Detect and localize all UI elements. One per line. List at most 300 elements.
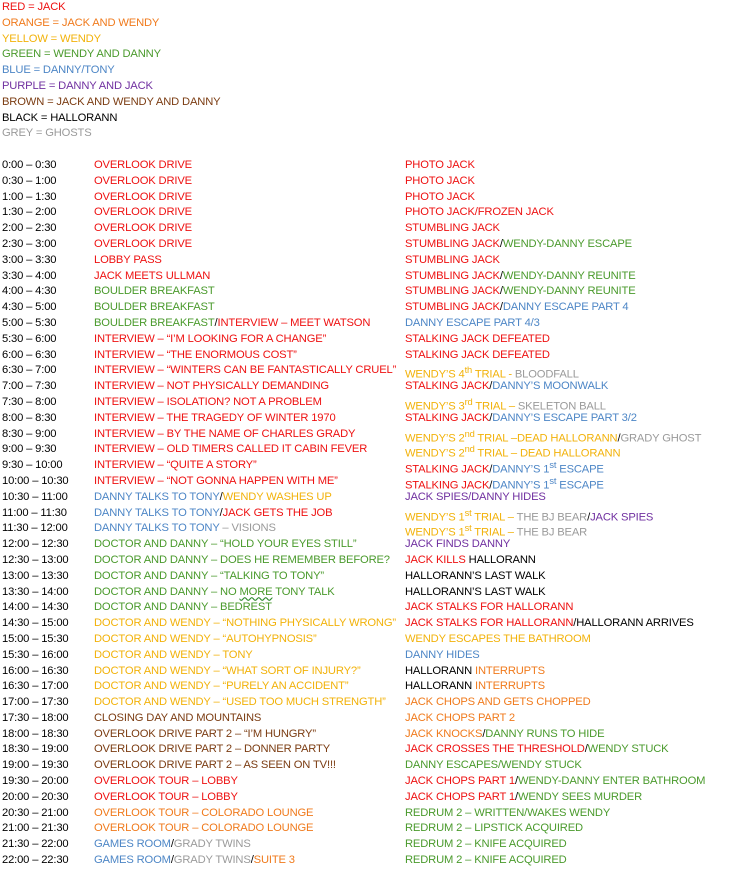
text-segment: / — [499, 285, 503, 298]
text-segment: DOCTOR AND DANNY – “HOLD YOUR EYES STILL” — [94, 538, 357, 551]
scene-secondary — [405, 411, 637, 427]
scene-primary — [94, 490, 332, 506]
time-range: 0:00 – 0:30 — [2, 159, 57, 171]
scene-primary — [94, 458, 257, 474]
scene-primary — [94, 695, 386, 711]
text-segment: OVERLOOK DRIVE — [94, 159, 192, 171]
schedule-row — [0, 711, 750, 727]
text-segment: STUMBLING JACK — [405, 222, 500, 235]
time-range: 17:30 – 18:00 — [2, 711, 69, 724]
text-segment: THE BJ BEAR — [516, 527, 588, 540]
text-segment: REDRUM 2 – KNIFE ACQUIRED — [405, 838, 567, 851]
text-segment: STUMBLING JACK — [405, 269, 500, 282]
text-segment: INTERVIEW – “NOT GONNA HAPPEN WITH ME” — [94, 474, 338, 487]
timeline-table — [0, 158, 750, 869]
time-range: 21:00 – 21:30 — [2, 822, 69, 835]
text-segment: THE BJ BEAR — [516, 511, 588, 524]
text-segment: REDRUM 2 – WRITTEN/WAKES WENDY — [405, 806, 611, 819]
schedule-row — [0, 727, 750, 743]
text-segment: TRIAL – — [471, 511, 517, 524]
text-segment: INTERVIEW – “I’M LOOKING FOR A CHANGE” — [94, 332, 327, 345]
text-segment: / — [482, 727, 486, 740]
scene-secondary — [405, 237, 632, 253]
time-range: 18:30 – 19:00 — [2, 743, 69, 756]
text-segment: DOCTOR AND DANNY – “TALKING TO TONY” — [94, 569, 324, 582]
scene-primary — [94, 790, 238, 806]
schedule-row — [0, 616, 750, 632]
scene-primary — [94, 837, 251, 853]
time-range: 2:00 – 2:30 — [2, 222, 57, 235]
text-segment: JACK CHOPS PART 2 — [405, 711, 515, 724]
text-segment: / — [489, 463, 493, 476]
text-segment: DOCTOR AND DANNY – BEDREST — [94, 601, 272, 614]
text-segment: JACK CHOPS AND GETS CHOPPED — [405, 696, 591, 709]
text-segment: JACK KILLS — [405, 553, 469, 566]
text-segment: / — [584, 743, 588, 756]
text-segment: PHOTO JACK — [405, 190, 475, 203]
text-segment: WENDY’S 2 — [405, 448, 465, 461]
schedule-row — [0, 774, 750, 790]
text-segment: / — [489, 411, 493, 424]
scene-secondary — [405, 742, 669, 758]
time-range: 1:30 – 2:00 — [2, 206, 57, 219]
text-segment: HALLORANN’S LAST WALK — [405, 569, 546, 582]
text-segment: JACK STALKS FOR HALLORANN — [405, 617, 574, 630]
legend-entry: PURPLE = DANNY AND JACK — [2, 79, 153, 92]
text-segment: OVERLOOK DRIVE — [94, 190, 192, 203]
scene-secondary — [405, 727, 604, 743]
schedule-row — [0, 821, 750, 837]
time-range: 4:00 – 4:30 — [2, 285, 57, 298]
schedule-row — [0, 758, 750, 774]
scene-secondary — [405, 774, 705, 790]
legend-entry: GREEN = WENDY AND DANNY — [2, 48, 161, 61]
text-segment: OVERLOOK TOUR – COLORADO LOUNGE — [94, 822, 314, 835]
text-segment: INTERVIEW – BY THE NAME OF CHARLES GRADY — [94, 427, 356, 440]
scene-primary — [94, 553, 390, 569]
schedule-row — [0, 648, 750, 664]
schedule-row — [0, 790, 750, 806]
text-segment: CLOSING DAY AND MOUNTAINS — [94, 711, 262, 724]
scene-primary — [94, 664, 361, 680]
schedule-row — [0, 158, 750, 174]
text-segment: OVERLOOK DRIVE — [94, 174, 192, 187]
text-segment: DOCTOR AND DANNY – NO — [94, 585, 240, 598]
text-segment: TRIAL - — [472, 369, 515, 382]
text-segment: SKELETON BALL — [517, 400, 606, 413]
scene-primary — [94, 269, 210, 285]
text-segment: DOCTOR AND WENDY – “PURELY AN ACCIDENT” — [94, 680, 349, 693]
time-range: 15:30 – 16:00 — [2, 648, 69, 661]
legend-entry: RED = JACK — [2, 1, 66, 13]
scene-secondary — [405, 679, 545, 695]
scene-primary — [94, 316, 370, 332]
scene-primary — [94, 442, 367, 458]
time-range: 20:30 – 21:00 — [2, 806, 69, 819]
time-range: 16:00 – 16:30 — [2, 664, 69, 677]
text-segment: PHOTO JACK — [405, 159, 475, 171]
text-segment: / — [489, 380, 493, 393]
text-segment: INTERRUPTS — [475, 664, 545, 677]
text-segment: nd — [464, 444, 475, 455]
scene-primary — [94, 727, 316, 743]
text-segment: REDRUM 2 – LIPSTICK ACQUIRED — [405, 822, 583, 835]
scene-primary — [94, 758, 336, 774]
text-segment: DANNY TALKS TO TONY — [94, 490, 220, 503]
schedule-row — [0, 569, 750, 585]
text-segment: JACK CHOPS PART 1 — [405, 790, 515, 803]
time-range: 22:00 – 22:30 — [2, 854, 69, 867]
scene-secondary — [405, 600, 573, 616]
text-segment: / — [499, 269, 503, 282]
time-range: 16:30 – 17:00 — [2, 680, 69, 693]
text-segment: OVERLOOK TOUR – LOBBY — [94, 775, 238, 788]
time-range: 8:30 – 9:00 — [2, 427, 57, 440]
text-segment: INTERVIEW – MEET WATSON — [217, 316, 371, 329]
text-segment: OVERLOOK DRIVE — [94, 237, 192, 250]
scene-primary — [94, 395, 322, 411]
time-range: 11:00 – 11:30 — [2, 506, 67, 519]
text-segment: / — [499, 301, 503, 314]
time-range: 7:00 – 7:30 — [2, 380, 57, 393]
text-segment: OVERLOOK TOUR – LOBBY — [94, 790, 238, 803]
scene-secondary — [405, 537, 510, 553]
text-segment: DANNY ESCAPE PART 4 — [502, 301, 629, 314]
scene-primary — [94, 742, 330, 758]
time-range: 9:00 – 9:30 — [2, 443, 57, 456]
scene-secondary — [405, 821, 583, 837]
text-segment: JACK GETS THE JOB — [222, 506, 333, 519]
color-legend — [2, 0, 220, 142]
text-segment: / — [514, 790, 518, 803]
text-segment: / — [214, 316, 218, 329]
text-segment: st — [549, 475, 557, 486]
text-segment: DANNY’S 1 — [492, 463, 550, 476]
scene-primary — [94, 253, 162, 269]
text-segment: OVERLOOK DRIVE PART 2 – “I’M HUNGRY” — [94, 727, 316, 740]
text-segment: / — [250, 854, 254, 867]
scene-secondary — [405, 664, 545, 680]
time-range: 1:00 – 1:30 — [2, 190, 57, 203]
time-range: 5:30 – 6:00 — [2, 332, 57, 345]
scene-primary — [94, 348, 297, 364]
text-segment: DOCTOR AND WENDY – TONY — [94, 648, 253, 661]
schedule-row — [0, 853, 750, 869]
scene-secondary — [405, 853, 567, 869]
text-segment: DANNY TALKS TO TONY — [94, 506, 220, 519]
time-range: 6:30 – 7:00 — [2, 364, 57, 377]
text-segment: JACK CHOPS PART 1 — [405, 775, 515, 788]
schedule-row — [0, 221, 750, 237]
text-segment: OVERLOOK DRIVE — [94, 222, 192, 235]
schedule-row — [0, 506, 750, 522]
text-segment: BOULDER BREAKFAST — [94, 301, 215, 314]
scene-secondary — [405, 158, 475, 174]
schedule-row — [0, 521, 750, 540]
time-range: 14:00 – 14:30 — [2, 601, 69, 614]
scene-secondary — [405, 490, 546, 506]
text-segment: STALKING JACK DEFEATED — [405, 332, 550, 345]
scene-secondary — [405, 616, 694, 632]
text-segment: MORE — [239, 585, 273, 598]
schedule-row — [0, 379, 750, 395]
schedule-row — [0, 300, 750, 316]
schedule-row — [0, 332, 750, 348]
text-segment: / — [514, 775, 518, 788]
text-segment: TRIAL – — [471, 527, 517, 540]
text-segment: BLOODFALL — [514, 369, 579, 382]
schedule-row — [0, 537, 750, 553]
text-segment: STALKING JACK — [405, 411, 490, 424]
legend-entry: ORANGE = JACK AND WENDY — [2, 16, 160, 29]
schedule-row — [0, 395, 750, 411]
schedule-row — [0, 806, 750, 822]
scene-primary — [94, 853, 295, 869]
text-segment: SUITE 3 — [253, 854, 295, 867]
time-range: 13:30 – 14:00 — [2, 585, 69, 598]
text-segment: STUMBLING JACK — [405, 237, 500, 250]
text-segment: STALKING JACK — [405, 463, 490, 476]
scene-primary — [94, 632, 317, 648]
text-segment: STALKING JACK DEFEATED — [405, 348, 550, 361]
text-segment: WENDY STUCK — [587, 743, 669, 756]
legend-entry: BLUE = DANNY/TONY — [2, 64, 115, 77]
text-segment: / — [499, 237, 503, 250]
scene-secondary — [405, 348, 550, 364]
scene-primary — [94, 221, 192, 237]
text-segment: STALKING JACK — [405, 380, 490, 393]
text-segment: /HALLORANN ARRIVES — [573, 617, 694, 630]
schedule-row — [0, 269, 750, 285]
text-segment: / — [219, 506, 223, 519]
time-range: 6:00 – 6:30 — [2, 348, 57, 361]
time-range: 5:00 – 5:30 — [2, 316, 57, 329]
text-segment: DANNY’S MOONWALK — [492, 380, 609, 393]
scene-secondary — [405, 632, 591, 648]
text-segment: JACK MEETS ULLMAN — [94, 269, 211, 282]
text-segment: GAMES ROOM — [94, 838, 171, 851]
text-segment: GRADY TWINS — [173, 838, 251, 851]
text-segment: DANNY ESCAPES/WENDY STUCK — [405, 759, 582, 772]
scene-primary — [94, 537, 356, 553]
text-segment: WENDY’S 3 — [405, 400, 465, 413]
scene-primary — [94, 174, 192, 190]
scene-secondary — [405, 269, 636, 285]
scene-primary — [94, 300, 215, 316]
scene-primary — [94, 158, 192, 174]
text-segment: DOCTOR AND WENDY – “AUTOHYPNOSIS” — [94, 632, 317, 645]
scene-primary — [94, 569, 324, 585]
schedule-row — [0, 695, 750, 711]
text-segment: WENDY ESCAPES THE BATHROOM — [405, 632, 591, 645]
schedule-row — [0, 632, 750, 648]
time-range: 18:00 – 18:30 — [2, 727, 69, 740]
text-segment: INTERVIEW – ISOLATION? NOT A PROBLEM — [94, 395, 322, 408]
scene-secondary — [405, 284, 636, 300]
schedule-row — [0, 679, 750, 695]
text-segment: OVERLOOK DRIVE — [94, 206, 192, 219]
text-segment: STUMBLING JACK — [405, 301, 500, 314]
text-segment: GRADY TWINS — [173, 854, 251, 867]
schedule-row — [0, 427, 750, 443]
text-segment: GRADY GHOST — [620, 432, 702, 445]
scene-secondary — [405, 569, 545, 585]
scene-secondary — [405, 790, 642, 806]
text-segment: PHOTO JACK/FROZEN JACK — [405, 206, 554, 219]
text-segment: JACK KNOCKS — [405, 727, 483, 740]
text-segment: DANNY ESCAPE PART 4/3 — [405, 316, 540, 329]
scene-secondary — [405, 316, 540, 332]
schedule-row — [0, 664, 750, 680]
text-segment: WENDY-DANNY REUNITE — [502, 285, 636, 298]
text-segment: STALKING JACK — [405, 479, 490, 492]
text-segment: th — [464, 365, 473, 376]
scene-secondary — [405, 695, 591, 711]
text-segment: / — [170, 838, 174, 851]
text-segment: BOULDER BREAKFAST — [94, 285, 215, 298]
scene-primary — [94, 474, 338, 490]
time-range: 14:30 – 15:00 — [2, 617, 69, 630]
text-segment: DOCTOR AND DANNY – DOES HE REMEMBER BEFORE? — [94, 553, 390, 566]
time-range: 20:00 – 20:30 — [2, 790, 69, 803]
schedule-row — [0, 363, 750, 382]
schedule-row — [0, 490, 750, 506]
schedule-row — [0, 237, 750, 253]
schedule-row — [0, 474, 750, 490]
time-range: 21:30 – 22:00 — [2, 838, 69, 851]
schedule-row — [0, 316, 750, 332]
scene-primary — [94, 363, 396, 379]
scene-primary — [94, 284, 215, 300]
scene-primary — [94, 821, 313, 837]
time-range: 15:00 – 15:30 — [2, 632, 69, 645]
time-range: 10:30 – 11:00 — [2, 490, 68, 503]
text-segment: DOCTOR AND WENDY – “WHAT SORT OF INJURY?” — [94, 664, 361, 677]
scene-secondary — [405, 332, 550, 348]
schedule-row — [0, 411, 750, 427]
text-segment: HALLORANN — [405, 680, 475, 693]
text-segment: WENDY WASHES UP — [222, 490, 332, 503]
text-segment: st — [464, 507, 472, 518]
text-segment: PHOTO JACK — [405, 174, 475, 187]
time-range: 13:00 – 13:30 — [2, 569, 69, 582]
legend-entry: BROWN = JACK AND WENDY AND DANNY — [2, 95, 221, 108]
text-segment: / — [489, 479, 493, 492]
text-segment: ESCAPE — [556, 479, 604, 492]
schedule-row — [0, 837, 750, 853]
scene-primary — [94, 411, 336, 427]
text-segment: LOBBY PASS — [94, 253, 162, 266]
schedule-row — [0, 600, 750, 616]
text-segment: STUMBLING JACK — [405, 253, 500, 266]
text-segment: INTERVIEW – “THE ENORMOUS COST” — [94, 348, 297, 361]
text-segment: REDRUM 2 – KNIFE ACQUIRED — [405, 854, 567, 867]
text-segment: ESCAPE — [556, 463, 604, 476]
text-segment: rd — [464, 396, 473, 407]
text-segment: WENDY-DANNY ENTER BATHROOM — [517, 775, 706, 788]
schedule-row — [0, 553, 750, 569]
scene-secondary — [405, 806, 610, 822]
time-range: 12:00 – 12:30 — [2, 538, 69, 551]
schedule-row — [0, 458, 750, 474]
time-range: 0:30 – 1:00 — [2, 174, 57, 187]
schedule-row — [0, 742, 750, 758]
scene-primary — [94, 427, 355, 443]
text-segment: INTERVIEW – “WINTERS CAN BE FANTASTICALLY CRUEL” — [94, 364, 397, 377]
text-segment: WENDY’S 2 — [405, 432, 465, 445]
text-segment: OVERLOOK DRIVE PART 2 – DONNER PARTY — [94, 743, 331, 756]
text-segment: – VISIONS — [219, 522, 276, 535]
legend-entry: GREY = GHOSTS — [2, 127, 92, 140]
scene-secondary — [405, 300, 629, 316]
scene-secondary — [405, 190, 475, 206]
time-range: 17:00 – 17:30 — [2, 696, 69, 709]
scene-secondary — [405, 221, 500, 237]
text-segment: TRIAL – DEAD HALLORANN — [474, 448, 621, 461]
text-segment: INTERVIEW – OLD TIMERS CALLED IT CABIN FEVER — [94, 443, 368, 456]
scene-primary — [94, 237, 192, 253]
text-segment: / — [219, 490, 223, 503]
text-segment: DOCTOR AND WENDY – “NOTHING PHYSICALLY WRONG” — [94, 617, 396, 630]
text-segment: INTERVIEW – “QUITE A STORY” — [94, 459, 257, 472]
time-range: 7:30 – 8:00 — [2, 395, 57, 408]
schedule-row — [0, 190, 750, 206]
text-segment: INTERVIEW – NOT PHYSICALLY DEMANDING — [94, 380, 329, 393]
text-segment: HALLORANN’S LAST WALK — [405, 585, 546, 598]
schedule-row — [0, 205, 750, 221]
text-segment: TRIAL –DEAD HALLORANN — [474, 432, 618, 445]
scene-secondary — [405, 585, 545, 601]
schedule-row — [0, 442, 750, 461]
scene-primary — [94, 679, 348, 695]
schedule-row — [0, 174, 750, 190]
time-range: 3:30 – 4:00 — [2, 269, 57, 282]
text-segment: DOCTOR AND WENDY – “USED TOO MUCH STRENGTH” — [94, 696, 386, 709]
time-range: 8:00 – 8:30 — [2, 411, 57, 424]
text-segment: STUMBLING JACK — [405, 285, 500, 298]
time-range: 19:00 – 19:30 — [2, 759, 69, 772]
scene-primary — [94, 205, 192, 221]
scene-secondary — [405, 711, 515, 727]
scene-primary — [94, 806, 313, 822]
time-range: 11:30 – 12:00 — [2, 522, 68, 535]
text-segment: WENDY’S 4 — [405, 369, 465, 382]
text-segment: st — [464, 523, 472, 534]
text-segment: JACK SPIES/DANNY HIDES — [405, 490, 546, 503]
text-segment: / — [587, 511, 591, 524]
time-range: 9:30 – 10:00 — [2, 459, 63, 472]
legend-entry: BLACK = HALLORANN — [2, 111, 118, 124]
scene-secondary — [405, 758, 582, 774]
scene-primary — [94, 585, 335, 601]
text-segment: OVERLOOK DRIVE PART 2 – AS SEEN ON TV!!! — [94, 759, 336, 772]
text-segment: DANNY HIDES — [405, 648, 480, 661]
time-range: 4:30 – 5:00 — [2, 301, 57, 314]
text-segment: GAMES ROOM — [94, 854, 171, 867]
scene-primary — [94, 190, 192, 206]
text-segment: DANNY RUNS TO HIDE — [485, 727, 605, 740]
text-segment: TONY TALK — [272, 585, 335, 598]
text-segment: JACK SPIES — [590, 511, 654, 524]
legend-entry: YELLOW = WENDY — [2, 32, 101, 45]
text-segment: WENDY’S 1 — [405, 511, 465, 524]
scene-secondary — [405, 379, 608, 395]
text-segment: HALLORANN — [405, 664, 475, 677]
time-range: 3:00 – 3:30 — [2, 253, 57, 266]
scene-secondary — [405, 205, 554, 221]
scene-primary — [94, 774, 238, 790]
text-segment: WENDY’S 1 — [405, 527, 465, 540]
